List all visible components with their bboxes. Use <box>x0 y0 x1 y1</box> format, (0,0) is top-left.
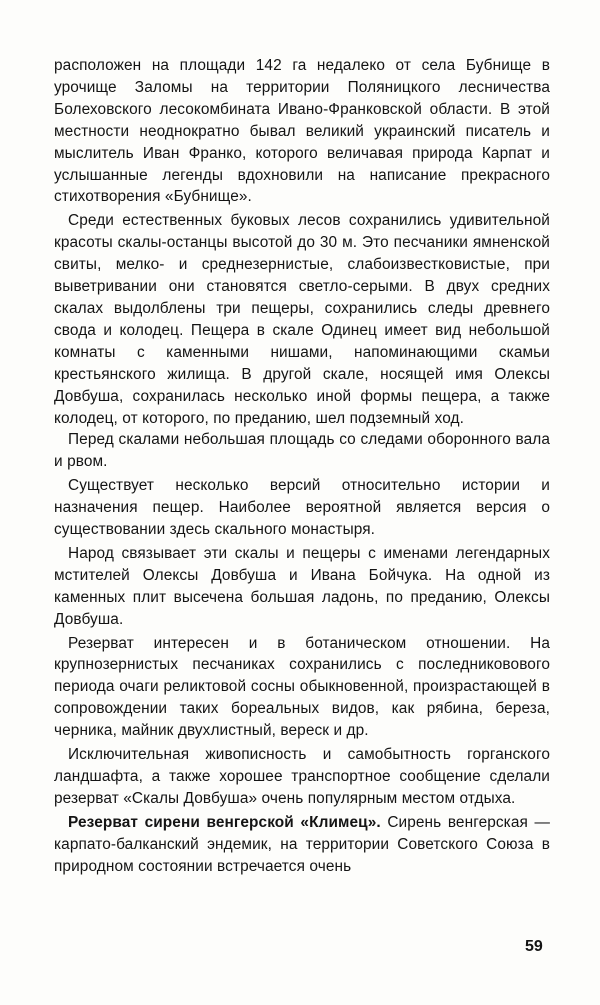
reserve-heading: Резерват сирени венгерской «Климец». <box>68 813 381 831</box>
paragraph-lilac-reserve <box>54 812 550 878</box>
body-text <box>54 55 550 878</box>
page-number: 59 <box>525 938 543 955</box>
paragraph-rock-formations: Среди естественных буковых лесов сохранились удивительной красоты скалы-останцы высотой до 30 м. Это песчаники ямненской свиты, мелко- и среднезернистые, слабоизвестковистые, при выветривании они становятся светло-серыми. В двух средних скалах выдолблены три пещеры, сохранились следы древнего свода и колодец. Пещера в скале Одинец имеет вид небольшой комнаты с каменными нишами, напоминающими скамьи крестьянского жилища. В другой скале, носящей имя Олексы Довбуша, сохранилась несколько иной формы пещера, а также колодец, от которого, по преданию, шел подземный ход. <box>54 212 550 427</box>
lilac-reserve-text: Сирень венгерская — карпато-балканский эндемик, на территории Советского Союза в природном состоянии встречается очень <box>54 813 550 875</box>
paragraph-landscape: Исключительная живописность и самобытность горганского ландшафта, а также хорошее транспортное сообщение сделали резерват «Скалы Довбуша» очень популярным местом отдыха. <box>54 746 550 807</box>
paragraph-cave-versions: Существует несколько версий относительно истории и назначения пещер. Наиболее вероятной является версия о существовании здесь скального монастыря. <box>54 477 550 539</box>
paragraph-legends: Народ связывает эти скалы и пещеры с именами легендарных мстителей Олексы Довбуша и Ивана Бойчука. На одной из каменных плит высечена большая ладонь, по преданию, Олексы Довбуша. <box>54 544 550 628</box>
paragraph-botany: Резерват интересен и в ботаническом отношении. На крупнозернистых песчаниках сохранились с последниковового периода очаги реликтовой сосны обыкновенной, произрастающей в сопровождении таких бореальных видов, как рябина, береза, черника, майник двухлистный, вереск и др. <box>54 634 550 740</box>
paragraph-bubnishche-location: расположен на площади 142 га недалеко от села Бубнище в урочище Заломы на территории Поляницкого лесничества Болеховского лесокомбината Ивано-Франковской области. В этой местности неоднократно бывал великий украинский писатель и мыслитель Иван Франко, которого величавая природа Карпат и услышанные легенды вдохновили на написание прекрасного стихотворения «Бубнище». <box>54 57 550 206</box>
paragraph-defensive-rampart: Перед скалами небольшая площадь со следами оборонного вала и рвом. <box>54 431 550 471</box>
